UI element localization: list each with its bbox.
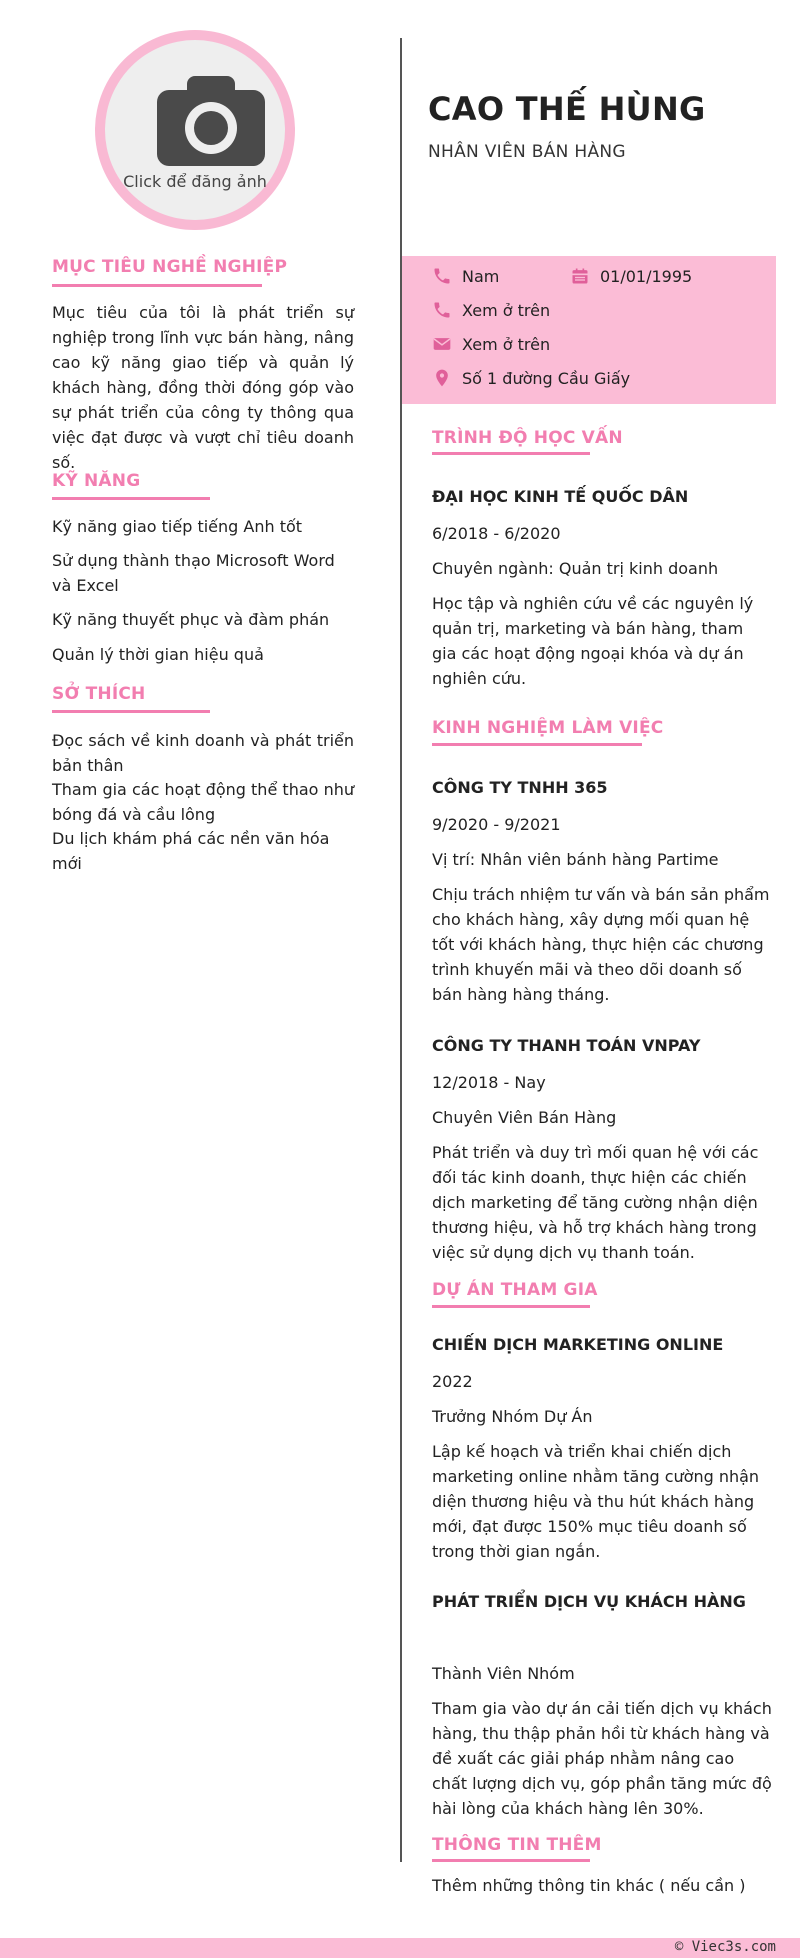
project-name: PHÁT TRIỂN DỊCH VỤ KHÁCH HÀNG: [432, 1592, 746, 1611]
experience-heading: KINH NGHIỆM LÀM VIỆC: [432, 718, 664, 738]
job-position: Vị trí: Nhân viên bánh hàng Partime: [432, 850, 719, 869]
education-major: Chuyên ngành: Quản trị kinh doanh: [432, 559, 719, 578]
contact-gender: [432, 266, 499, 286]
job-period: 12/2018 - Nay: [432, 1073, 546, 1092]
contact-phone: [432, 300, 550, 320]
hobby-item: Du lịch khám phá các nền văn hóa mới: [52, 829, 330, 873]
camera-icon: [157, 76, 265, 166]
email-icon: [432, 334, 452, 354]
phone-icon: [432, 300, 452, 320]
gender-icon: [432, 266, 452, 286]
avatar-upload[interactable]: [95, 30, 295, 230]
hobby-item: Tham gia các hoạt động thể thao như bóng đá và cầu lông: [52, 780, 354, 824]
project-role: Thành Viên Nhóm: [432, 1664, 575, 1683]
project-period: 2022: [432, 1372, 473, 1391]
education-school: ĐẠI HỌC KINH TẾ QUỐC DÂN: [432, 487, 689, 506]
contact-email: [432, 334, 550, 354]
footer-bar: [0, 1938, 800, 1958]
avatar-caption[interactable]: Click để đăng ảnh: [123, 172, 267, 191]
objective-text: Mục tiêu của tôi là phát triển sự nghiệp trong lĩnh vực bán hàng, nâng cao kỹ năng giao tiếp và quản lý khách hàng, đồng thời đóng góp vào sự phát triển của công ty thông qua việc đạt được và vượt chỉ tiêu doanh số.: [52, 303, 354, 472]
skill-item: Kỹ năng giao tiếp tiếng Anh tốt: [52, 517, 303, 536]
job-period: 9/2020 - 9/2021: [432, 815, 561, 834]
skills-underline: [52, 497, 210, 500]
hobbies-heading: SỞ THÍCH: [52, 684, 146, 704]
project-desc: Tham gia vào dự án cải tiến dịch vụ khách hàng, thu thập phản hồi từ khách hàng và đề xuất các giải pháp nhằm nâng cao chất lượng dịch vụ, góp phần tăng mức độ hài lòng của khách hàng lên 30%.: [432, 1699, 772, 1818]
contact-phone-value: Xem ở trên: [462, 300, 551, 320]
skill-item: Kỹ năng thuyết phục và đàm phán: [52, 610, 330, 629]
calendar-icon: [570, 266, 590, 286]
contact-birthday-value: 01/01/1995: [600, 266, 693, 286]
contact-panel: [402, 256, 776, 404]
contact-email-value: Xem ở trên: [462, 334, 551, 354]
contact-gender-value: Nam: [462, 266, 500, 286]
contact-address-value: Số 1 đường Cầu Giấy: [462, 368, 631, 388]
project-name: CHIẾN DỊCH MARKETING ONLINE: [432, 1335, 724, 1354]
hobby-item: Đọc sách về kinh doanh và phát triển bản thân: [52, 731, 354, 775]
job-desc: Chịu trách nhiệm tư vấn và bán sản phẩm cho khách hàng, xây dựng mối quan hệ tốt với khách hàng, thực hiện các chương trình khuyến mãi và theo dõi doanh số bán hàng hàng tháng.: [432, 885, 770, 1004]
skills-heading: KỸ NĂNG: [52, 471, 141, 491]
job-position: Chuyên Viên Bán Hàng: [432, 1108, 617, 1127]
location-icon: [432, 368, 452, 388]
extra-text: Thêm những thông tin khác ( nếu cần ): [432, 1876, 746, 1895]
candidate-title: NHÂN VIÊN BÁN HÀNG: [428, 142, 626, 162]
experience-underline: [432, 743, 642, 746]
skill-item: Quản lý thời gian hiệu quả: [52, 645, 264, 664]
extra-heading: THÔNG TIN THÊM: [432, 1835, 602, 1855]
contact-address: [432, 368, 630, 388]
project-role: Trưởng Nhóm Dự Án: [432, 1407, 593, 1426]
contact-birthday: [570, 266, 692, 286]
objective-heading: MỤC TIÊU NGHỀ NGHIỆP: [52, 257, 288, 277]
education-desc: Học tập và nghiên cứu về các nguyên lý quản trị, marketing và bán hàng, tham gia các hoạt động ngoại khóa và dự án nghiên cứu.: [432, 594, 754, 688]
hobbies-underline: [52, 710, 210, 713]
avatar-placeholder[interactable]: [105, 40, 285, 220]
job-company: CÔNG TY TNHH 365: [432, 778, 608, 797]
extra-underline: [432, 1859, 590, 1862]
projects-heading: DỰ ÁN THAM GIA: [432, 1280, 598, 1300]
education-underline: [432, 452, 590, 455]
education-heading: TRÌNH ĐỘ HỌC VẤN: [432, 428, 623, 448]
education-period: 6/2018 - 6/2020: [432, 524, 561, 543]
job-company: CÔNG TY THANH TOÁN VNPAY: [432, 1036, 701, 1055]
job-desc: Phát triển và duy trì mối quan hệ với các đối tác kinh doanh, thực hiện các chiến dịch marketing để tăng cường nhận diện thương hiệu, và hỗ trợ khách hàng trong việc sử dụng dịch vụ thanh toán.: [432, 1143, 759, 1262]
projects-underline: [432, 1305, 590, 1308]
objective-underline: [52, 284, 262, 287]
candidate-name: CAO THẾ HÙNG: [428, 90, 706, 128]
watermark: © Viec3s.com: [674, 1939, 776, 1955]
project-desc: Lập kế hoạch và triển khai chiến dịch marketing online nhằm tăng cường nhận diện thương hiệu và thu hút khách hàng mới, đạt được 150% mục tiêu doanh số trong thời gian ngắn.: [432, 1442, 760, 1561]
skill-item: Sử dụng thành thạo Microsoft Word và Excel: [52, 551, 335, 595]
